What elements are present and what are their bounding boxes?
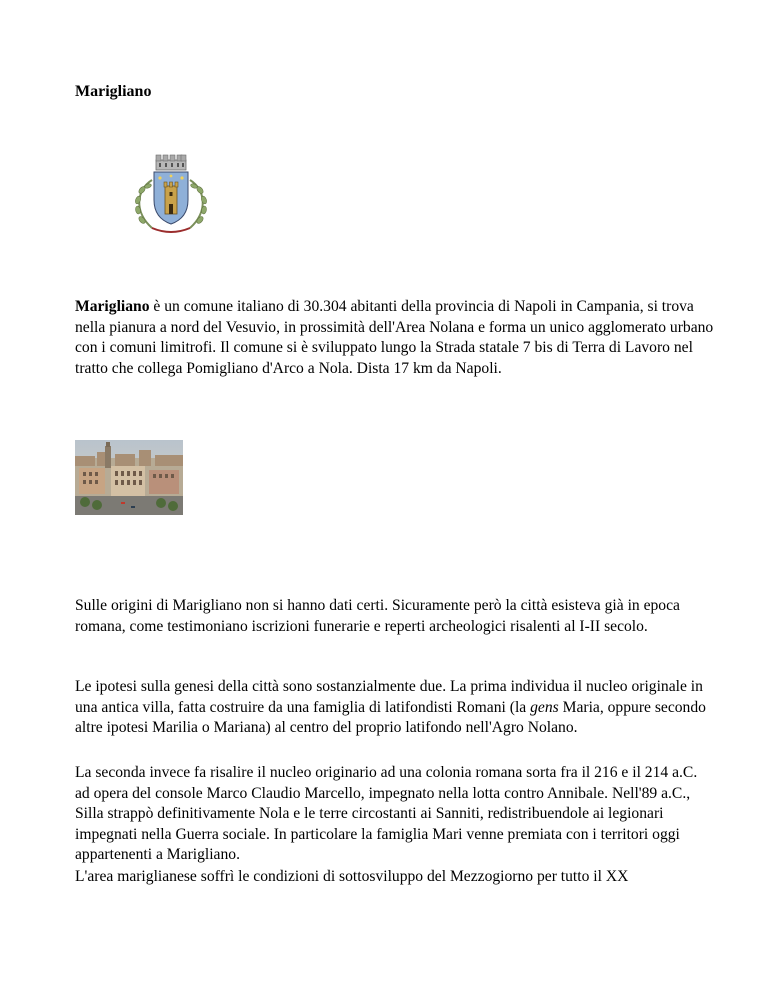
area-paragraph: L'area mariglianese soffrì le condizioni di sottosviluppo del Mezzogiorno per tutto il XX — [75, 868, 629, 885]
hypotheses-text-after: Maria, oppure secondo altre ipotesi Marilia o Mariana) al centro del proprio latifondo nell'Agro Nolano. — [75, 698, 706, 736]
origins-paragraph: Sulle origini di Marigliano non si hanno dati certi. Sicuramente però la città esisteva già in epoca romana, come testimoniano iscrizioni funerarie e reperti archeologici risalenti al I-II secolo. — [75, 597, 680, 635]
intro-paragraph — [75, 297, 715, 379]
city-aerial-photo-icon — [75, 440, 183, 515]
coat-of-arms-icon — [130, 150, 212, 236]
hypotheses-italic-gens: gens — [530, 698, 559, 716]
hypotheses-text-before: Le ipotesi sulla genesi della città sono sostanzialmente due. La prima individua il nucleo originale in una antica villa, fatta costruire da una famiglia di latifondisti Romani (la — [75, 678, 703, 716]
intro-bold-name: Marigliano — [75, 298, 150, 315]
second-hypothesis-paragraph: La seconda invece fa risalire il nucleo originario ad una colonia romana sorta fra il 216 e il 214 a.C. ad opera del console Marco Claudio Marcello, impegnato nella lotta contro Annibale. Nell'89 a.C., Silla strappò definitivamente Nola e le terre circostanti ai Sanniti, redistribuendole ai legionari impegnati nella Guerra sociale. In particolare la famiglia Mari venne premiata con i territori oggi appartenenti a Marigliano. — [75, 764, 698, 863]
document-title: Marigliano — [75, 83, 152, 100]
hypotheses-paragraph — [75, 677, 715, 739]
intro-text: è un comune italiano di 30.304 abitanti della provincia di Napoli in Campania, si trova nella pianura a nord del Vesuvio, in prossimità dell'Area Nolana e forma un unico agglomerato urbano con i comuni limitrofi. Il comune si è sviluppato lungo la Strada statale 7 bis di Terra di Lavoro nel tratto che collega Pomigliano d'Arco a Nola. Dista 17 km da Napoli. — [75, 298, 714, 377]
